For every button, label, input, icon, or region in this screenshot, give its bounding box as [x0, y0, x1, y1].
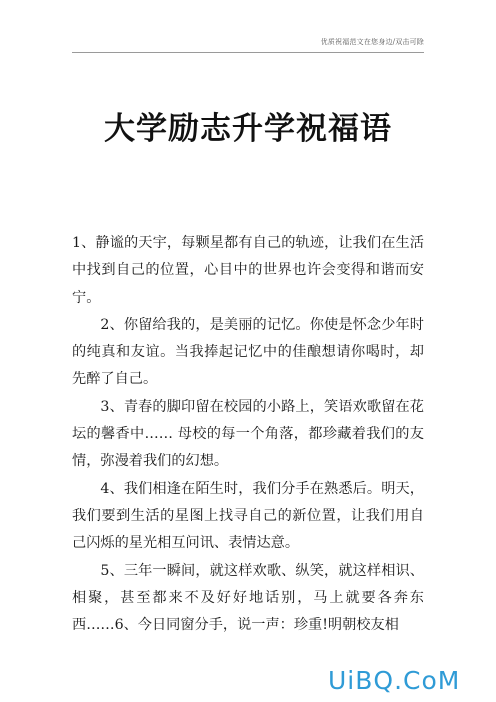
document-title: 大学励志升学祝福语	[104, 111, 392, 147]
site-watermark: UiBQ.CoM	[328, 666, 461, 695]
paragraph-1: 1、静谧的天宇，每颗星都有自己的轨迹，让我们在生活中找到自己的位置，心目中的世界也许会变得和谐而安宁。	[72, 235, 424, 306]
paragraph-3: 3、青春的脚印留在校园的小路上，笑语欢歌留在花坛的馨香中…… 母校的每一个角落，都珍藏着我们的友情，弥漫着我们的幻想。	[72, 398, 424, 470]
paragraph-5: 5、三年一瞬间，就这样欢歌、纵笑，就这样相识、相聚，甚至都来不及好好地话别，马上就要各奔东西……6、今日同窗分手，说一声：珍重!明朝校友相	[72, 562, 424, 634]
document-body	[72, 230, 424, 639]
header-note: 优质祝福范文在您身边/双击可除	[320, 38, 424, 46]
paragraph-4: 4、我们相逢在陌生时，我们分手在熟悉后。明天，我们要到生活的星图上找寻自己的新位置，让我们用自己闪烁的星光相互问讯、表情达意。	[72, 480, 424, 552]
paragraph-2: 2、你留给我的，是美丽的记忆。你使是怀念少年时的纯真和友谊。当我捧起记忆中的佳酿想请你喝时，却先醉了自己。	[72, 316, 424, 388]
header-divider	[72, 52, 424, 53]
